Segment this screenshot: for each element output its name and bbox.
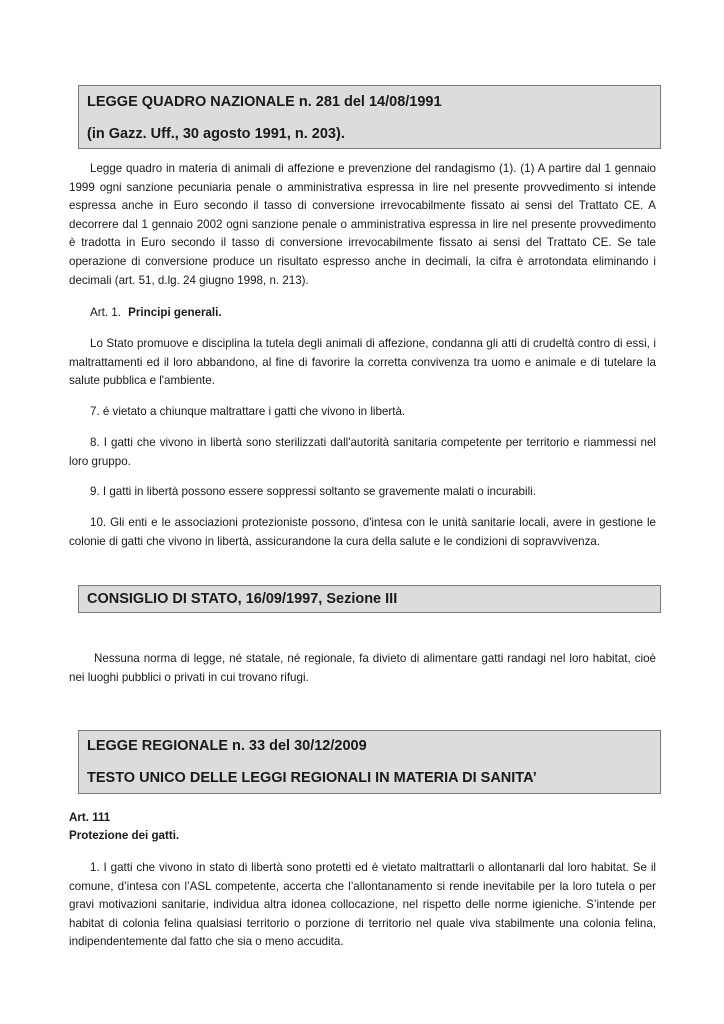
article-1-paragraph bbox=[69, 335, 656, 391]
regional-law-box bbox=[78, 730, 661, 794]
intro-text: Legge quadro in materia di animali di affezione e prevenzione del randagismo (1). (1) A partire dal 1 gennaio 1999 ogni sanzione pecuniaria penale o amministrativa espressa in lire nel presente provvedimento si intende espressa anche in Euro secondo il tasso di conversione irrevocabilmente fissato ai sensi del Trattato CE. A decorrere dal 1 gennaio 2002 ogni sanzione penale o amministrativa espressa in lire nel presente provvedimento è tradotta in Euro secondo il tasso di conversione irrevocabilmente fissato ai sensi del Trattato CE. Se tale operazione di conversione produce un risultato espresso anche in decimali, la cifra è arrotondata eliminando i decimali (art. 51, d.lg. 24 giugno 1998, n. 213). bbox=[69, 162, 656, 287]
council-header-box bbox=[78, 585, 661, 613]
article-111-number bbox=[69, 809, 110, 828]
article-1-title: Principi generali. bbox=[128, 306, 222, 319]
article-111-num-text: Art. 111 bbox=[69, 811, 111, 824]
item-8 bbox=[69, 434, 656, 471]
article-111-paragraph bbox=[69, 859, 656, 952]
article-111-text: 1. I gatti che vivono in stato di libertà sono protetti ed è vietato maltrattarli o allontanarli dal loro habitat. Se il comune, d’intesa con l’ASL competente, accerta che l’allontanamento si rende inevitabile per la loro tutela o per gravi motivazioni sanitarie, individua altra idonea collocazione, nel rispetto delle norme igieniche. S’intende per habitat di colonia felina qualsiasi territorio o porzione di territorio nel quale viva stabilmente una colonia felina, indipendentemente dal fatto che sia o meno accudita. bbox=[69, 861, 656, 949]
intro-paragraph bbox=[69, 160, 656, 290]
item-7-text: 7. é vietato a chiunque maltrattare i gatti che vivono in libertà. bbox=[90, 405, 406, 418]
law-header-box bbox=[78, 85, 661, 149]
item-10-text: 10. Gli enti e le associazioni protezioniste possono, d'intesa con le unità sanitarie locali, avere in gestione le colonie di gatti che vivono in libertà, assicurandone la cura della salute e le condizioni di sopravvivenza. bbox=[69, 516, 656, 548]
council-paragraph bbox=[69, 650, 656, 687]
article-111-title bbox=[69, 827, 179, 846]
item-9-text: 9. I gatti in libertà possono essere soppressi soltanto se gravemente malati o incurabili. bbox=[90, 485, 536, 498]
regional-law-title: LEGGE REGIONALE n. 33 del 30/12/2009 bbox=[87, 738, 367, 754]
item-7 bbox=[69, 403, 656, 422]
article-1-text: Lo Stato promuove e disciplina la tutela degli animali di affezione, condanna gli atti di crudeltà contro di essi, i maltrattamenti ed il loro abbandono, al fine di favorire la corretta convivenza tra uomo e animale e di tutelare la salute pubblica e l'ambiente. bbox=[69, 337, 656, 388]
item-10 bbox=[69, 514, 656, 551]
item-9 bbox=[69, 483, 656, 502]
article-111-title-text: Protezione dei gatti. bbox=[69, 829, 180, 842]
article-1-heading bbox=[90, 304, 222, 323]
law-title: LEGGE QUADRO NAZIONALE n. 281 del 14/08/1991 bbox=[87, 94, 442, 110]
article-1-number: Art. 1. bbox=[90, 306, 121, 319]
item-8-text: 8. I gatti che vivono in libertà sono sterilizzati dall'autorità sanitaria competente per territorio e riammessi nel loro gruppo. bbox=[69, 436, 656, 468]
council-title: CONSIGLIO DI STATO, 16/09/1997, Sezione III bbox=[87, 591, 398, 607]
regional-law-subtitle: TESTO UNICO DELLE LEGGI REGIONALI IN MATERIA DI SANITA’ bbox=[87, 770, 537, 786]
gazette-reference: (in Gazz. Uff., 30 agosto 1991, n. 203). bbox=[87, 126, 345, 142]
council-text: Nessuna norma di legge, né statale, né regionale, fa divieto di alimentare gatti randagi nel loro habitat, cioè nei luoghi pubblici o privati in cui trovano rifugi. bbox=[69, 652, 656, 684]
